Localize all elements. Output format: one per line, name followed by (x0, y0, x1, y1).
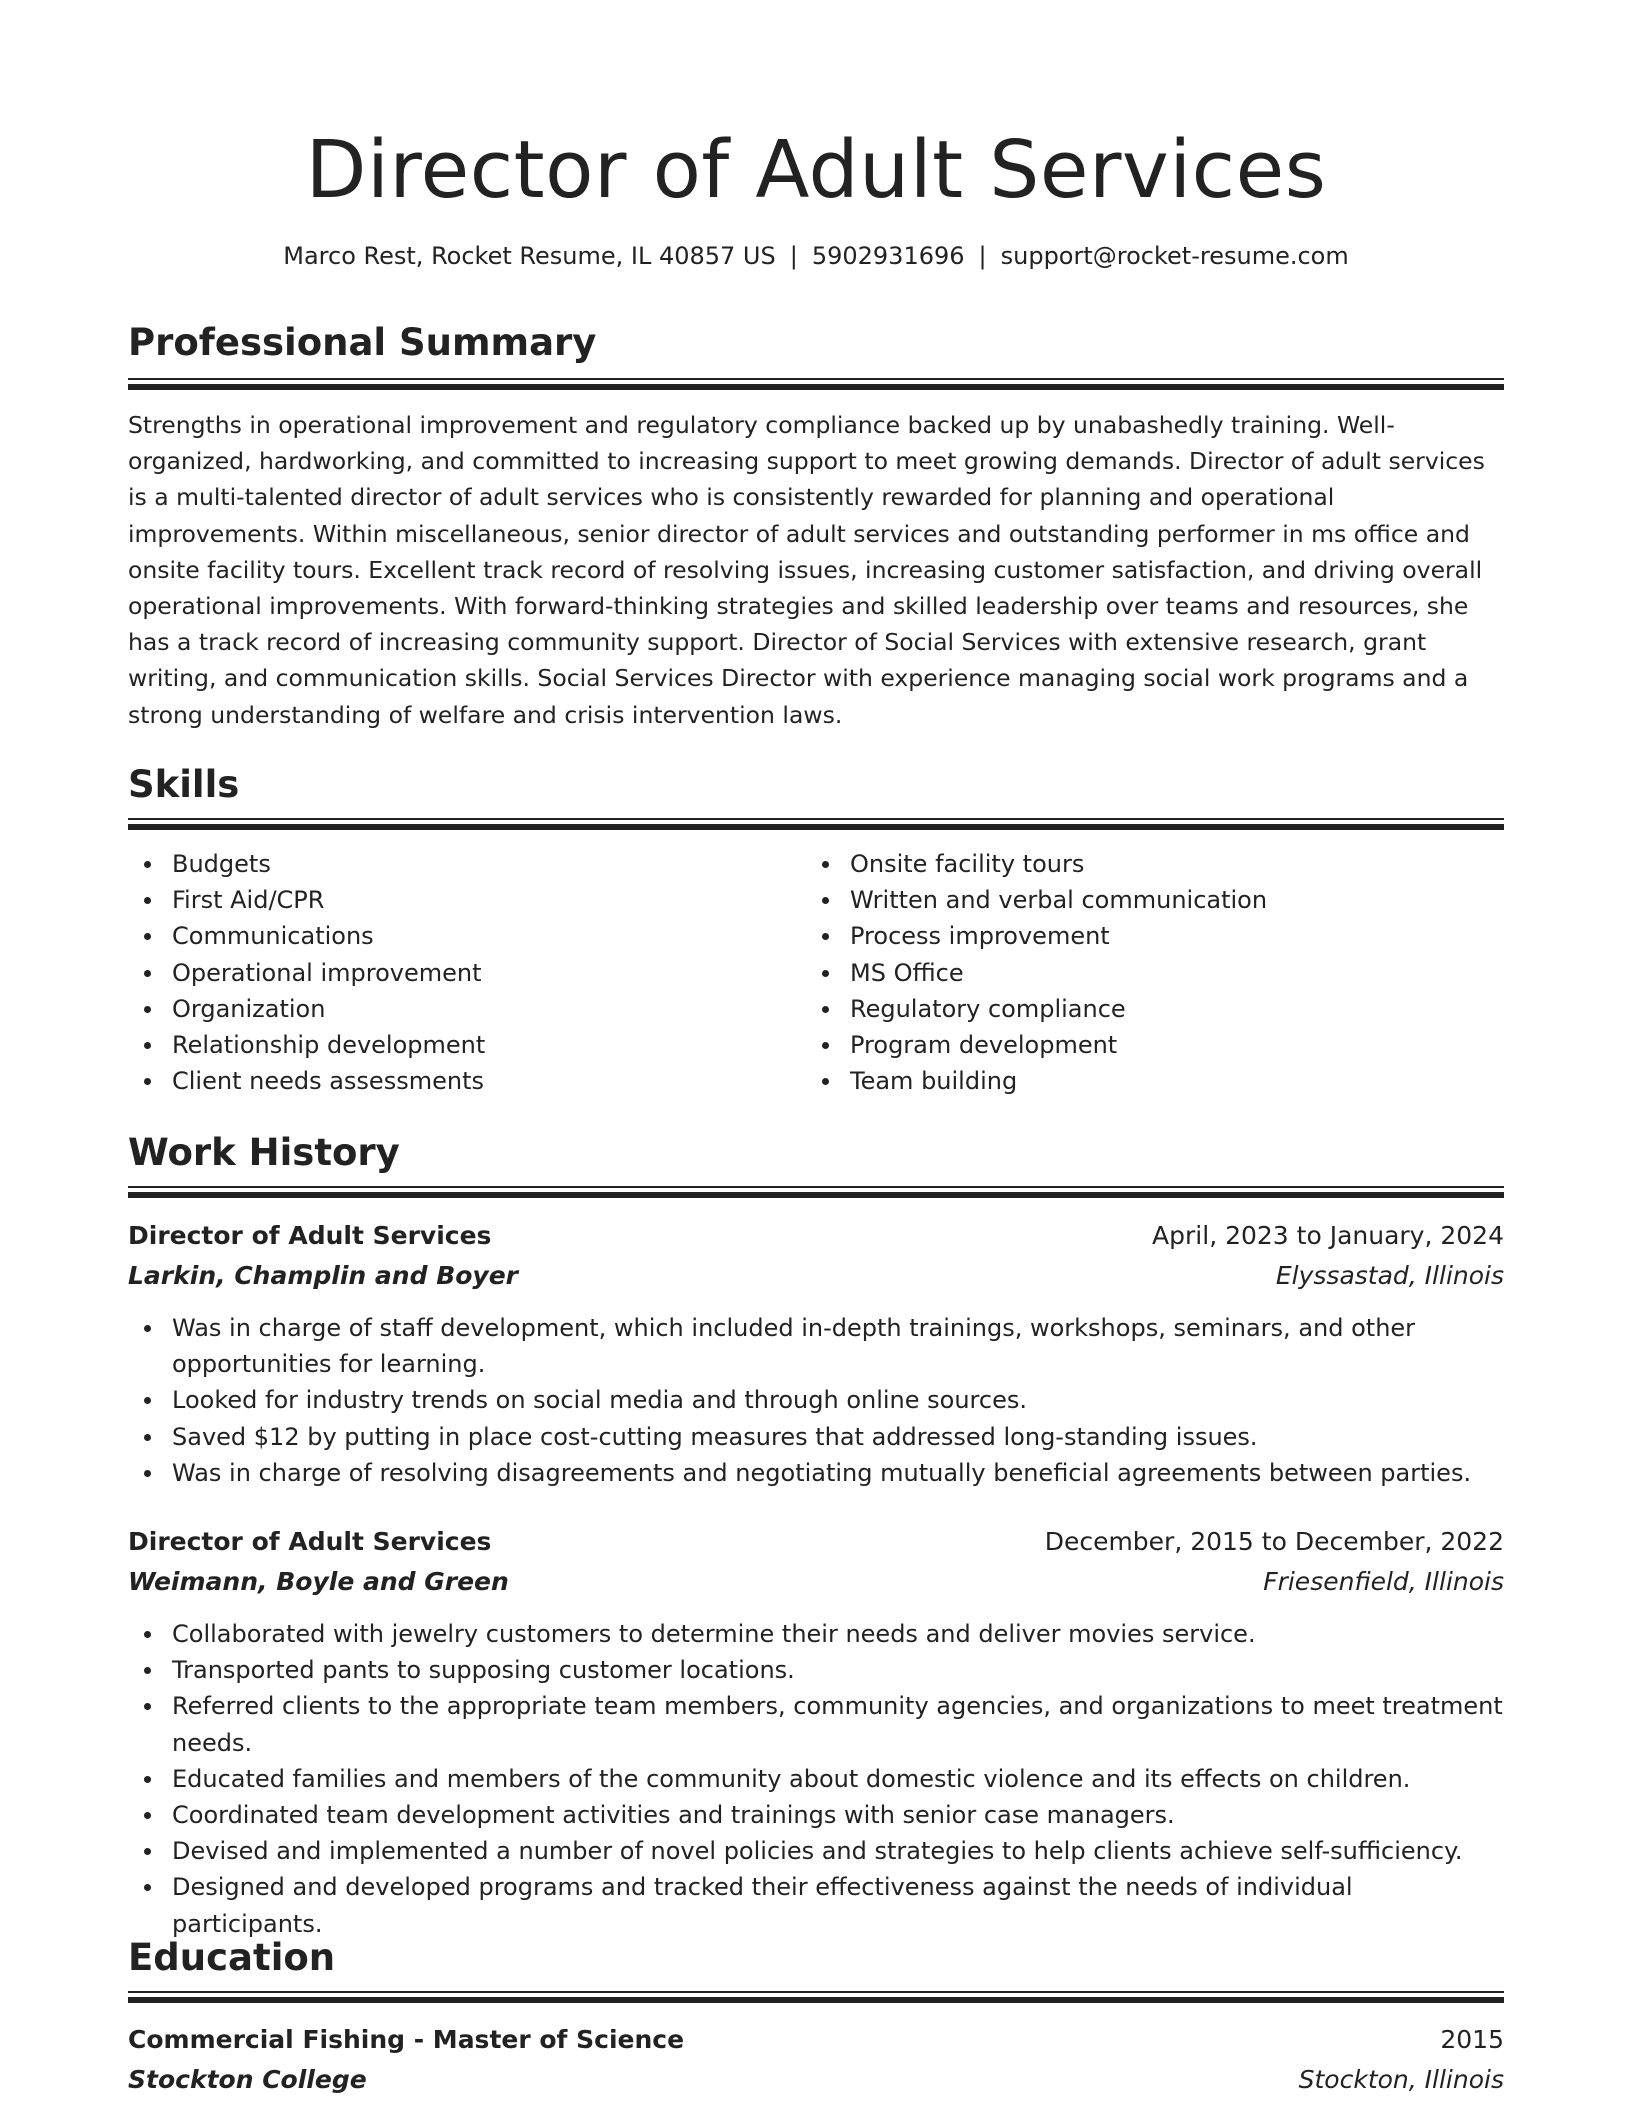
skill-item: Communications (128, 918, 788, 954)
education-school: Stockton College (128, 2065, 367, 2094)
job-bullet: Looked for industry trends on social media and through online sources. (128, 1382, 1504, 1418)
job-bullets (128, 1310, 1504, 1491)
contact-separator: | (978, 242, 987, 270)
job-dates: April, 2023 to January, 2024 (1152, 1221, 1504, 1250)
skill-item: Onsite facility tours (806, 846, 1466, 882)
skill-item: Client needs assessments (128, 1063, 788, 1099)
section-title-skills: Skills (128, 763, 240, 806)
skill-item: MS Office (806, 955, 1466, 991)
skill-item: Written and verbal communication (806, 882, 1466, 918)
job-bullet: Collaborated with jewelry customers to determine their needs and deliver movies service. (128, 1616, 1504, 1652)
education-degree: Commercial Fishing - Master of Science (128, 2025, 685, 2054)
skill-item: Budgets (128, 846, 788, 882)
job-entry (128, 1522, 1504, 1942)
job-bullets (128, 1616, 1504, 1942)
resume-title: Director of Adult Services (305, 124, 1327, 216)
section-title-education: Education (128, 1936, 336, 1979)
skill-item: First Aid/CPR (128, 882, 788, 918)
section-divider (128, 818, 1504, 828)
skills-column-left (128, 846, 788, 1099)
education-year: 2015 (1440, 2025, 1504, 2054)
skill-item: Operational improvement (128, 955, 788, 991)
section-divider (128, 1991, 1504, 2001)
contact-line (128, 240, 1504, 272)
job-company: Weimann, Boyle and Green (128, 1567, 509, 1596)
summary-text: Strengths in operational improvement and regulatory compliance backed up by unabashedly training. Well-organized, hardworking, and committed to increasing support to meet growing demands. Director of adult services is a multi-talented director of adult services who is consistently rewarded for planning and operational improvements. Within miscellaneous, senior director of adult services and outstanding performer in ms office and onsite facility tours. Excellent track record of resolving issues, increasing customer satisfaction, and driving overall operational improvements. With forward-thinking strategies and skilled leadership over teams and resources, she has a track record of increasing community support. Director of Social Services with extensive research, grant writing, and communication skills. Social Services Director with experience managing social work programs and a strong understanding of welfare and crisis intervention laws. (128, 411, 1485, 729)
education-location: Stockton, Illinois (1298, 2065, 1504, 2094)
skills-column-right (806, 846, 1466, 1099)
contact-address: Marco Rest, Rocket Resume, IL 40857 US (283, 242, 776, 270)
contact-phone: 5902931696 (811, 242, 965, 270)
job-bullet: Saved $12 by putting in place cost-cutting measures that addressed long-standing issues. (128, 1419, 1504, 1455)
skill-item: Team building (806, 1063, 1466, 1099)
skill-item: Process improvement (806, 918, 1466, 954)
job-location: Friesenfield, Illinois (1263, 1567, 1504, 1596)
job-bullet: Was in charge of resolving disagreements and negotiating mutually beneficial agreements between parties. (128, 1455, 1504, 1491)
job-company: Larkin, Champlin and Boyer (128, 1261, 519, 1290)
job-bullet: Transported pants to supposing customer locations. (128, 1652, 1504, 1688)
skill-item: Regulatory compliance (806, 991, 1466, 1027)
skill-item: Program development (806, 1027, 1466, 1063)
education-entry (128, 2020, 1504, 2100)
skill-item: Organization (128, 991, 788, 1027)
job-title: Director of Adult Services (128, 1221, 492, 1250)
section-title-work-history: Work History (128, 1131, 400, 1174)
section-divider (128, 1186, 1504, 1196)
section-title-summary: Professional Summary (128, 321, 597, 364)
job-bullet: Devised and implemented a number of novel policies and strategies to help clients achieve self-sufficiency. (128, 1833, 1504, 1869)
job-location: Elyssastad, Illinois (1275, 1261, 1504, 1290)
job-bullet: Designed and developed programs and tracked their effectiveness against the needs of individual participants. (128, 1869, 1504, 1941)
job-entry (128, 1216, 1504, 1491)
job-title: Director of Adult Services (128, 1527, 492, 1556)
job-dates: December, 2015 to December, 2022 (1044, 1527, 1504, 1556)
section-divider (128, 378, 1504, 388)
contact-email[interactable]: support@rocket-resume.com (1000, 242, 1349, 270)
job-bullet: Was in charge of staff development, which included in-depth trainings, workshops, seminars, and other opportunities for learning. (128, 1310, 1504, 1382)
skill-item: Relationship development (128, 1027, 788, 1063)
job-bullet: Referred clients to the appropriate team members, community agencies, and organizations to meet treatment needs. (128, 1688, 1504, 1760)
contact-separator: | (789, 242, 798, 270)
job-bullet: Coordinated team development activities and trainings with senior case managers. (128, 1797, 1504, 1833)
job-bullet: Educated families and members of the community about domestic violence and its effects on children. (128, 1761, 1504, 1797)
